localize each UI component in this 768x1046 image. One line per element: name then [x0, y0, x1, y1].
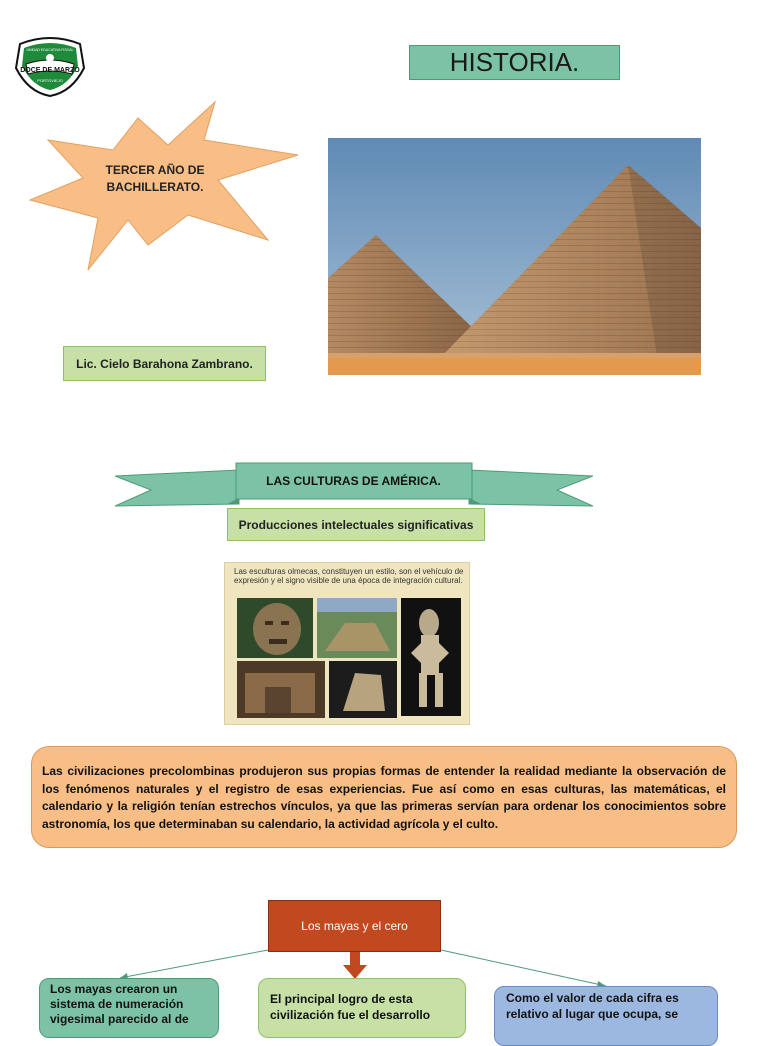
intro-paragraph: Las civilizaciones precolombinas produjeron sus propias formas de entender la realidad mediante la observación de los fenómenos naturales y el registro de esas experiencias. Fue así como en esas culturas, las matemáticas, el calendario y la religión tenían estrechos vínculos, ya que las primeras servían para ordenar los conocimientos sobre astronomía, los que determinaban su calendario, la actividad agrícola y el culto.	[31, 746, 737, 848]
mayas-title-box: Los mayas y el cero	[268, 900, 441, 952]
mayas-box-achievement: El principal logro de esta civilización fue el desarrollo	[258, 978, 466, 1038]
collage-caption: Las esculturas olmecas, constituyen un estilo, son el vehículo de expresión y el signo visible de una época de integración cultural.	[234, 567, 464, 585]
teacher-name: Lic. Cielo Barahona Zambrano.	[63, 346, 266, 381]
course-level: TERCER AÑO DE BACHILLERATO.	[105, 163, 205, 194]
mayas-box-value: Como el valor de cada cifra es relativo al lugar que ocupa, se	[494, 986, 718, 1046]
svg-text:UNIDAD EDUCATIVA FISCAL: UNIDAD EDUCATIVA FISCAL	[26, 48, 74, 52]
school-logo	[12, 34, 88, 98]
pyramids-photo	[328, 138, 701, 375]
svg-text:PORTOVIEJO: PORTOVIEJO	[37, 78, 63, 83]
olmec-collage	[224, 562, 470, 725]
svg-text:DOCE DE MARZO: DOCE DE MARZO	[20, 67, 80, 74]
mayas-box-numeration: Los mayas crearon un sistema de numeración vigesimal parecido al de	[39, 978, 219, 1038]
section-subtitle: Producciones intelectuales significativas	[227, 508, 485, 541]
page-title: HISTORIA.	[409, 45, 620, 80]
arrow-down-icon	[343, 952, 367, 980]
section-title: LAS CULTURAS DE AMÉRICA.	[266, 474, 441, 488]
